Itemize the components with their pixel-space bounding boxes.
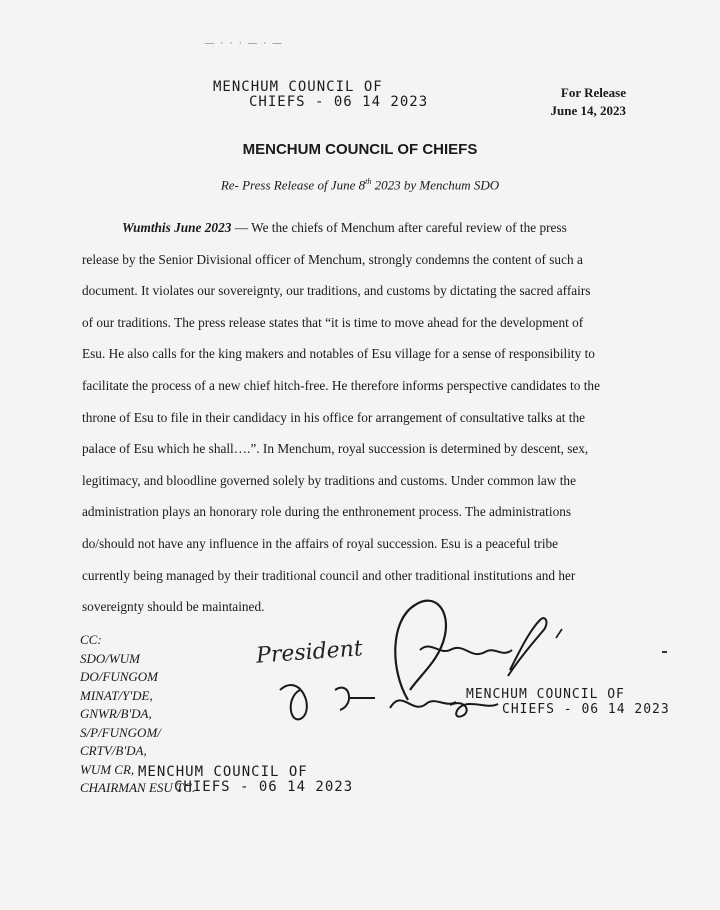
cc-item: DO/FUNGOM xyxy=(80,669,158,684)
cc-item: CRTV/B'DA, xyxy=(80,743,147,758)
body-line: facilitate the process of a new chief hitch-free. He therefore informs perspective candidates to the xyxy=(82,377,600,393)
body-line: release by the Senior Divisional officer of Menchum, strongly condemns the content of such a xyxy=(82,251,583,267)
body-line: do/should not have any influence in the affairs of royal succession. Esu is a peaceful tribe xyxy=(82,535,559,551)
cc-label: CC: xyxy=(80,632,102,647)
signature-title: President xyxy=(255,636,364,669)
body-line: palace of Esu which he shall….”. In Menchum, royal succession is determined by descent, sex, xyxy=(82,441,589,457)
cc-item: WUM CR, xyxy=(80,761,135,777)
body-line: currently being managed by their traditional council and other traditional institutions and her xyxy=(82,567,576,583)
subtitle-superscript: th xyxy=(365,177,372,186)
council-stamp-top xyxy=(213,80,428,110)
council-stamp-bottom: MENCHUM COUNCIL OF CHIEFS - 06 14 2023 xyxy=(138,764,354,795)
stamp-line-1: MENCHUM COUNCIL OF xyxy=(213,79,383,95)
body-line: Esu. He also calls for the king makers and notables of Esu village for a sense of responsibility to xyxy=(82,346,595,362)
cc-item: S/P/FUNGOM/ xyxy=(80,724,161,740)
dateline: Wumthis June 2023 xyxy=(122,220,232,235)
release-label: For Release xyxy=(560,85,626,100)
body-line: Wumthis June 2023 — We the chiefs of Menchum after careful review of the press xyxy=(122,220,567,235)
scan-artifact: — · · · — · — xyxy=(205,38,284,48)
body-line: document. It violates our sovereignty, our traditions, and customs by dictating the sacred affairs xyxy=(82,283,591,299)
body-line: sovereignty should be maintained. xyxy=(82,599,265,615)
scan-dash xyxy=(662,651,667,653)
cc-item: CHAIRMAN ESU TC. xyxy=(80,780,196,795)
document-title: MENCHUM COUNCIL OF CHIEFS xyxy=(242,141,478,158)
body-line: legitimacy, and bloodline governed solely by traditions and customs. Under common law the xyxy=(82,472,576,488)
cc-item: MINAT/Y'DE, xyxy=(80,687,153,703)
council-stamp-signature: MENCHUM COUNCIL OF CHIEFS - 06 14 2023 xyxy=(466,687,670,717)
stamp-line-2: CHIEFS - 06 14 2023 xyxy=(249,94,429,110)
subtitle-prefix: Re- Press Release of June 8 xyxy=(220,177,366,193)
body-line: of our traditions. The press release states that “it is time to move ahead for the development of xyxy=(82,314,584,330)
document-subtitle xyxy=(0,177,720,193)
cc-item: SDO/WUM xyxy=(80,650,140,666)
release-block xyxy=(551,84,626,120)
cc-item: GNWR/B'DA, xyxy=(80,706,152,721)
subtitle-suffix: 2023 by Menchum SDO xyxy=(371,177,500,193)
release-date: June 14, 2023 xyxy=(550,103,626,118)
body-line: administration plays an honorary role during the enthronement process. The administrations xyxy=(82,504,572,520)
press-release-body xyxy=(82,212,642,623)
body-line: throne of Esu to file in their candidacy in his office for arrangement of consultative talks at the xyxy=(82,409,586,425)
